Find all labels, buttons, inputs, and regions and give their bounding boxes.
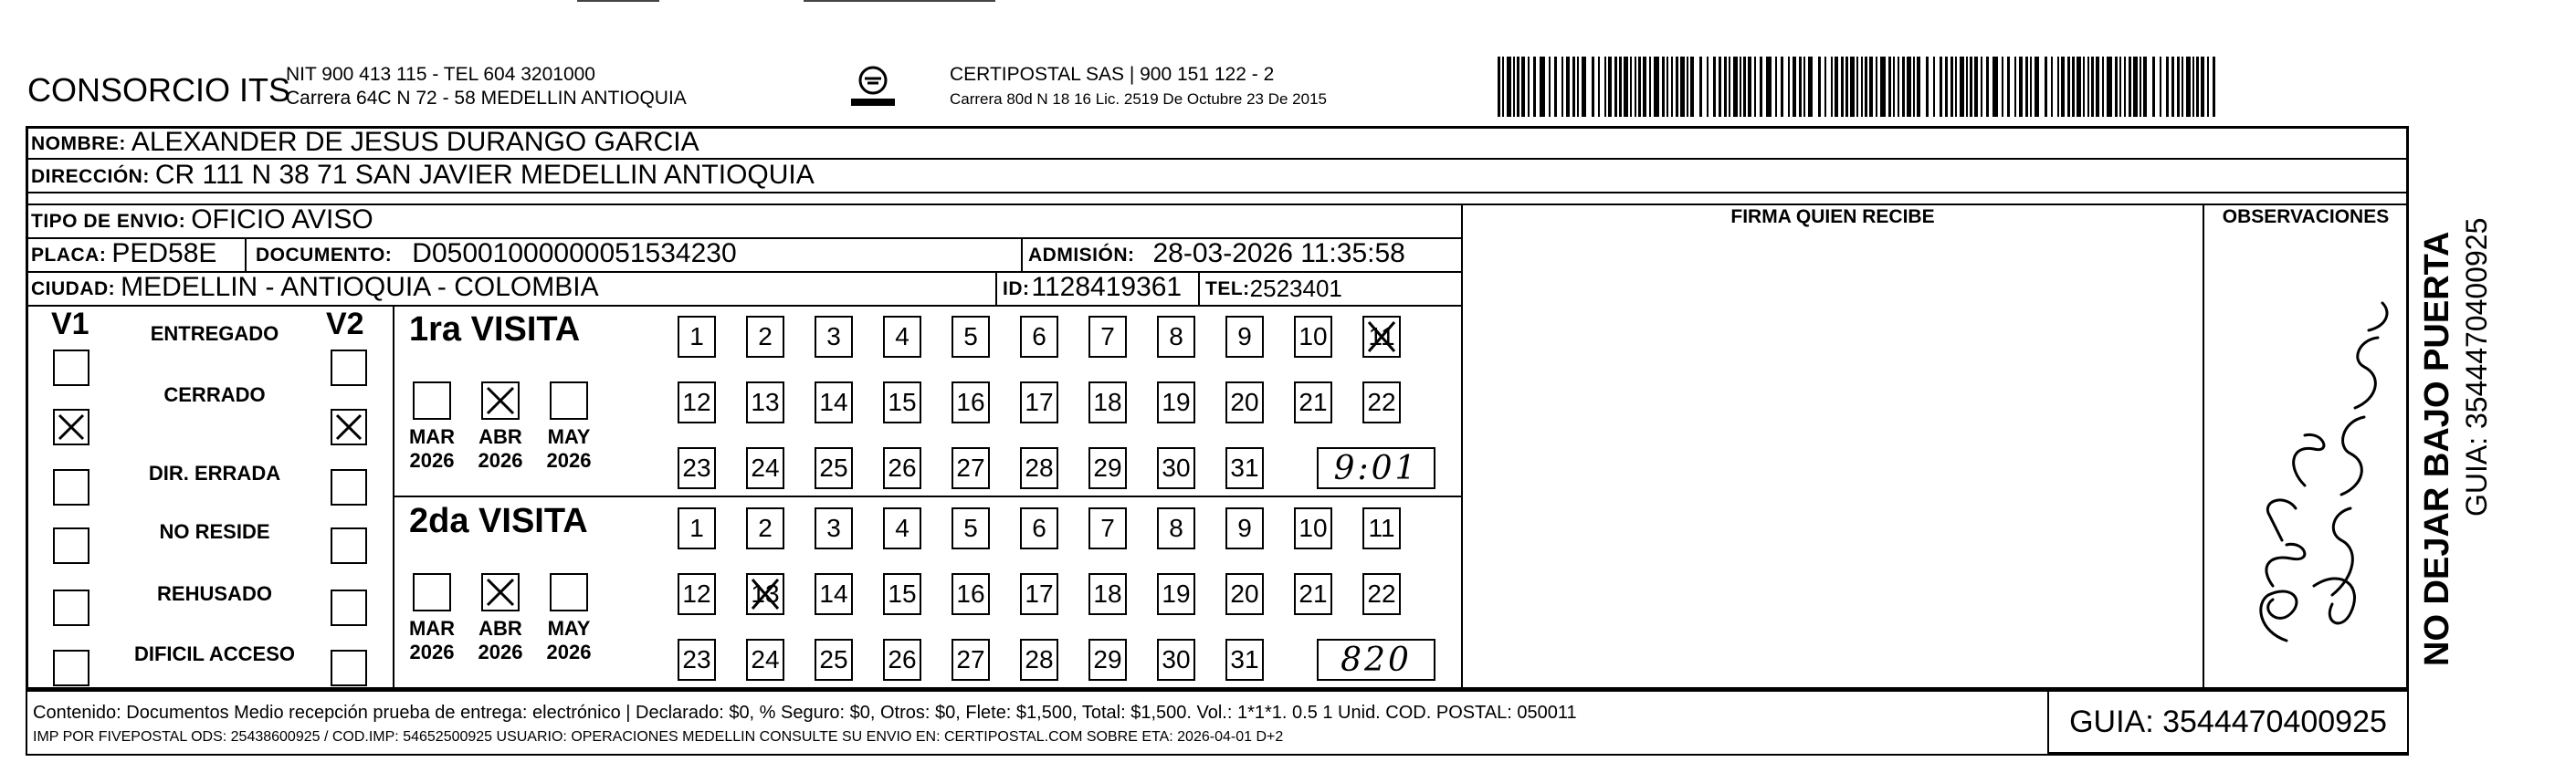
- barcode-bar: [1831, 57, 1833, 117]
- barcode-bar: [1966, 57, 1968, 117]
- day-box[interactable]: 14: [815, 573, 853, 615]
- day-box[interactable]: 4: [883, 507, 921, 549]
- barcode-bar: [1540, 57, 1545, 117]
- barcode-bar: [2035, 57, 2039, 117]
- v1-label: V1: [51, 307, 89, 341]
- day-number: 13: [751, 579, 780, 608]
- day-box[interactable]: 4: [883, 316, 921, 358]
- barcode-bar: [1521, 57, 1525, 117]
- day-box[interactable]: 20: [1225, 381, 1264, 423]
- status-checkbox-v2[interactable]: [331, 350, 367, 386]
- status-checkbox-v1[interactable]: [53, 350, 89, 386]
- day-box[interactable]: 20: [1225, 573, 1264, 615]
- firma-header: FIRMA QUIEN RECIBE: [1730, 206, 1935, 227]
- scan-mark: [577, 0, 659, 2]
- barcode-bar: [1549, 57, 1551, 117]
- nombre-label: NOMBRE:: [31, 133, 126, 154]
- month-checkbox[interactable]: [413, 381, 451, 420]
- day-number: 11: [1368, 322, 1395, 350]
- month-year: 2026: [409, 641, 455, 663]
- day-box[interactable]: 19: [1157, 573, 1195, 615]
- barcode-bar: [1888, 57, 1891, 117]
- v2-label: V2: [326, 307, 364, 341]
- barcode-bar: [1676, 57, 1678, 117]
- barcode-bar: [2045, 57, 2047, 117]
- status-checkbox-v2[interactable]: [331, 409, 367, 445]
- barcode-bar: [1707, 57, 1709, 117]
- barcode-bar: [2133, 57, 2138, 117]
- certipostal-name: CERTIPOSTAL SAS | 900 151 122 - 2: [950, 64, 1275, 85]
- day-box[interactable]: 5: [952, 507, 990, 549]
- day-box[interactable]: 16: [952, 573, 990, 615]
- barcode-bar: [1861, 57, 1863, 117]
- barcode-bar: [1561, 57, 1563, 117]
- barcode-bar: [1781, 57, 1783, 117]
- barcode-bar: [1619, 57, 1622, 117]
- admision-value: 28-03-2026 11:35:58: [1152, 238, 1405, 268]
- barcode-bar: [1824, 57, 1826, 117]
- status-label: REHUSADO: [157, 582, 272, 605]
- month-year: 2026: [478, 449, 523, 472]
- barcode-bar: [2083, 57, 2085, 117]
- barcode-bar: [1582, 57, 1586, 117]
- day-box[interactable]: 29: [1088, 447, 1127, 489]
- month-name: ABR: [478, 617, 522, 640]
- barcode-bar: [1898, 57, 1899, 117]
- barcode-bar: [1902, 57, 1905, 117]
- visit-time: 820: [1317, 639, 1435, 681]
- no-dejar-warning: NO DEJAR BAJO PUERTA: [2418, 231, 2456, 666]
- barcode-bar: [1554, 57, 1557, 117]
- month-label: [400, 425, 464, 473]
- day-box[interactable]: 18: [1088, 381, 1127, 423]
- barcode-bar: [2213, 57, 2215, 117]
- month-year: 2026: [546, 641, 592, 663]
- barcode-bar: [1719, 57, 1721, 117]
- month-label: [400, 617, 464, 664]
- barcode-bar: [1940, 57, 1942, 117]
- ciudad-value: MEDELLIN - ANTIOQUIA - COLOMBIA: [121, 272, 599, 302]
- day-box[interactable]: 15: [883, 381, 921, 423]
- barcode-bar: [1729, 57, 1730, 117]
- barcode-bar: [2207, 57, 2209, 117]
- month-name: MAR: [408, 425, 456, 448]
- barcode-bar: [1974, 57, 1978, 117]
- barcode-bar: [1654, 57, 1659, 117]
- company-name: CONSORCIO ITS: [27, 71, 291, 109]
- barcode-bar: [1788, 57, 1790, 117]
- barcode-bar: [1614, 57, 1617, 117]
- day-box[interactable]: 12: [678, 573, 716, 615]
- barcode-bar: [1713, 57, 1716, 117]
- documento-row: [256, 237, 737, 269]
- visit-time: 9:01: [1317, 447, 1435, 489]
- barcode-bar: [1869, 57, 1873, 117]
- day-box[interactable]: 8: [1157, 316, 1195, 358]
- barcode-bar: [1592, 57, 1594, 117]
- barcode-bar: [1876, 57, 1877, 117]
- day-box[interactable]: 21: [1294, 381, 1332, 423]
- day-box[interactable]: 30: [1157, 447, 1195, 489]
- barcode-bar: [1687, 57, 1688, 117]
- day-box[interactable]: 23: [678, 447, 716, 489]
- tipo-envio-label: TIPO DE ENVIO:: [31, 211, 186, 232]
- barcode-bar: [1638, 57, 1641, 117]
- month-checkbox[interactable]: [413, 573, 451, 611]
- day-box[interactable]: 9: [1225, 316, 1264, 358]
- day-box[interactable]: 27: [952, 639, 990, 681]
- barcode-bar: [1950, 57, 1953, 117]
- month-checkbox[interactable]: [481, 381, 520, 420]
- barcode-bar: [1566, 57, 1570, 117]
- day-box[interactable]: 3: [815, 507, 853, 549]
- barcode-bar: [1572, 57, 1575, 117]
- day-box[interactable]: 27: [952, 447, 990, 489]
- status-checkbox-v2[interactable]: [331, 527, 367, 564]
- barcode-bar: [1643, 57, 1646, 117]
- day-box[interactable]: 24: [746, 639, 784, 681]
- barcode-bar: [1913, 57, 1915, 117]
- barcode-bar: [2201, 57, 2204, 117]
- barcode-bar: [2057, 57, 2059, 117]
- barcode: [1498, 57, 2228, 117]
- day-box[interactable]: 18: [1088, 573, 1127, 615]
- day-box[interactable]: 2: [746, 507, 784, 549]
- barcode-bar: [1799, 57, 1802, 117]
- month-checkbox[interactable]: [481, 573, 520, 611]
- barcode-bar: [2030, 57, 2032, 117]
- barcode-bar: [1513, 57, 1515, 117]
- barcode-bar: [2196, 57, 2199, 117]
- barcode-bar: [1743, 57, 1746, 117]
- day-box[interactable]: 17: [1020, 381, 1058, 423]
- company-nit: NIT 900 413 115 - TEL 604 3201000: [286, 64, 595, 85]
- barcode-bar: [1945, 57, 1948, 117]
- footer-impresion: IMP POR FIVEPOSTAL ODS: 25438600925 / COD.IMP: 54652500925 USUARIO: OPERACIONES MEDELLIN CONSULTE SU ENVIO EN: CERTIPOSTAL.COM SOBRE ETA: 2026-04-01 D+2: [33, 729, 1284, 745]
- tel-row: [1205, 271, 1342, 303]
- barcode-bar: [1803, 57, 1805, 117]
- barcode-bar: [2102, 57, 2104, 117]
- day-box[interactable]: 16: [952, 381, 990, 423]
- barcode-bar: [1690, 57, 1694, 117]
- day-box[interactable]: 7: [1088, 507, 1127, 549]
- status-label: ENTREGADO: [150, 322, 279, 345]
- barcode-bar: [2182, 57, 2183, 117]
- barcode-bar: [2160, 57, 2161, 117]
- status-label: DIFICIL ACCESO: [133, 642, 295, 665]
- id-row: [1003, 271, 1182, 303]
- barcode-bar: [1841, 57, 1844, 117]
- day-box[interactable]: 22: [1362, 381, 1401, 423]
- day-box[interactable]: 6: [1020, 507, 1058, 549]
- barcode-bar: [1608, 57, 1612, 117]
- id-value: 1128419361: [1031, 272, 1183, 302]
- documento-label: DOCUMENTO:: [256, 245, 393, 266]
- barcode-bar: [2002, 57, 2003, 117]
- barcode-bar: [1667, 57, 1668, 117]
- day-box[interactable]: 21: [1294, 573, 1332, 615]
- day-box[interactable]: 9: [1225, 507, 1264, 549]
- barcode-bar: [1748, 57, 1751, 117]
- month-name: MAR: [408, 617, 456, 640]
- barcode-bar: [1986, 57, 1989, 117]
- scan-mark: [804, 0, 995, 2]
- status-label: NO RESIDE: [159, 520, 270, 543]
- day-box[interactable]: 11: [1362, 507, 1401, 549]
- month-label: [537, 425, 601, 473]
- day-box[interactable]: 7: [1088, 316, 1127, 358]
- barcode-bar: [1680, 57, 1685, 117]
- barcode-bar: [2192, 57, 2194, 117]
- barcode-bar: [2124, 57, 2126, 117]
- tel-value: 2523401: [1249, 275, 1342, 302]
- month-checkbox[interactable]: [550, 381, 588, 420]
- barcode-bar: [1671, 57, 1673, 117]
- placa-label: PLACA:: [31, 245, 107, 266]
- day-box[interactable]: 12: [678, 381, 716, 423]
- barcode-bar: [1699, 57, 1702, 117]
- barcode-bar: [1577, 57, 1579, 117]
- admision-row: [1028, 237, 1405, 269]
- tipo-envio-row: [31, 203, 373, 235]
- placa-row: [31, 237, 216, 269]
- barcode-bar: [1775, 57, 1777, 117]
- barcode-bar: [1926, 57, 1929, 117]
- barcode-bar: [2087, 57, 2089, 117]
- ciudad-row: [31, 271, 599, 303]
- barcode-bar: [2166, 57, 2169, 117]
- month-label: [468, 617, 532, 664]
- day-box[interactable]: 30: [1157, 639, 1195, 681]
- barcode-bar: [1850, 57, 1855, 117]
- status-checkbox-v1[interactable]: [53, 409, 89, 445]
- barcode-bar: [2025, 57, 2028, 117]
- certipostal-address: Carrera 80d N 18 16 Lic. 2519 De Octubre 23 De 2015: [950, 90, 1327, 108]
- status-checkbox-v1[interactable]: [53, 469, 89, 506]
- day-box[interactable]: 17: [1020, 573, 1058, 615]
- month-label: [468, 425, 532, 473]
- barcode-bar: [1845, 57, 1848, 117]
- barcode-bar: [1649, 57, 1651, 117]
- barcode-bar: [2177, 57, 2180, 117]
- nombre-row: [31, 127, 699, 158]
- month-label: [537, 617, 601, 664]
- barcode-bar: [1793, 57, 1796, 117]
- day-box[interactable]: 31: [1225, 639, 1264, 681]
- barcode-bar: [1740, 57, 1741, 117]
- barcode-bar: [1528, 57, 1530, 117]
- documento-value: D05001000000051534230: [412, 238, 737, 268]
- day-box[interactable]: 3: [815, 316, 853, 358]
- barcode-bar: [1498, 57, 1500, 117]
- barcode-bar: [1856, 57, 1858, 117]
- barcode-bar: [1662, 57, 1665, 117]
- status-label: CERRADO: [163, 383, 266, 406]
- barcode-bar: [2107, 57, 2112, 117]
- company-address: Carrera 64C N 72 - 58 MEDELLIN ANTIOQUIA: [286, 88, 687, 109]
- barcode-bar: [2007, 57, 2010, 117]
- status-checkbox-v2[interactable]: [331, 590, 367, 626]
- day-box[interactable]: 10: [1294, 507, 1332, 549]
- barcode-bar: [1893, 57, 1895, 117]
- barcode-bar: [1635, 57, 1636, 117]
- barcode-bar: [1517, 57, 1519, 117]
- barcode-bar: [2186, 57, 2191, 117]
- day-box[interactable]: 26: [883, 639, 921, 681]
- day-box[interactable]: 5: [952, 316, 990, 358]
- observaciones-header: OBSERVACIONES: [2222, 206, 2390, 227]
- direccion-value: CR 111 N 38 71 SAN JAVIER MEDELLIN ANTIOQUIA: [154, 160, 815, 190]
- day-box[interactable]: 28: [1020, 639, 1058, 681]
- barcode-bar: [2143, 57, 2147, 117]
- barcode-bar: [1818, 57, 1821, 117]
- month-name: MAY: [547, 425, 591, 448]
- barcode-bar: [1880, 57, 1886, 117]
- day-box[interactable]: 6: [1020, 316, 1058, 358]
- tipo-envio-value: OFICIO AVISO: [191, 204, 373, 235]
- barcode-bar: [1981, 57, 1982, 117]
- status-label: DIR. ERRADA: [148, 462, 281, 485]
- day-box[interactable]: 29: [1088, 639, 1127, 681]
- handwritten-signature: [2204, 239, 2407, 686]
- barcode-bar: [1724, 57, 1727, 117]
- barcode-bar: [1507, 57, 1511, 117]
- day-box[interactable]: 1: [678, 316, 716, 358]
- barcode-bar: [1917, 57, 1920, 117]
- day-box[interactable]: 14: [815, 381, 853, 423]
- barcode-bar: [1970, 57, 1972, 117]
- day-box[interactable]: 25: [815, 639, 853, 681]
- barcode-bar: [2119, 57, 2121, 117]
- barcode-bar: [2171, 57, 2174, 117]
- status-checkbox-v1[interactable]: [53, 650, 89, 686]
- barcode-bar: [2014, 57, 2016, 117]
- barcode-bar: [1933, 57, 1935, 117]
- day-box[interactable]: 31: [1225, 447, 1264, 489]
- barcode-bar: [2051, 57, 2053, 117]
- barcode-bar: [1630, 57, 1632, 117]
- day-box[interactable]: 26: [883, 447, 921, 489]
- barcode-bar: [1502, 57, 1504, 117]
- status-checkbox-v2[interactable]: [331, 650, 367, 686]
- barcode-bar: [1733, 57, 1738, 117]
- barcode-bar: [2140, 57, 2141, 117]
- barcode-bar: [1960, 57, 1964, 117]
- barcode-bar: [2067, 57, 2070, 117]
- barcode-bar: [2152, 57, 2155, 117]
- month-year: 2026: [478, 641, 523, 663]
- barcode-bar: [2096, 57, 2099, 117]
- status-checkbox-v2[interactable]: [331, 469, 367, 506]
- direccion-label: DIRECCIÓN:: [31, 166, 150, 187]
- barcode-bar: [2115, 57, 2118, 117]
- barcode-bar: [1604, 57, 1606, 117]
- barcode-bar: [1907, 57, 1911, 117]
- barcode-bar: [2061, 57, 2065, 117]
- month-year: 2026: [546, 449, 592, 472]
- footer-contenido: Contenido: Documentos Medio recepción prueba de entrega: electrónico | Declarado: $0, % Seguro: $0, Otros: $0, Flete: $1,500, Total: $1,500. Vol.: 1*1*1. 0.5 1 Unid. COD. POSTAL: 050011: [33, 703, 1577, 723]
- status-checkbox-v1[interactable]: [53, 590, 89, 626]
- day-box[interactable]: 8: [1157, 507, 1195, 549]
- day-box[interactable]: 25: [815, 447, 853, 489]
- day-box[interactable]: 2: [746, 316, 784, 358]
- barcode-bar: [2019, 57, 2023, 117]
- barcode-bar: [2072, 57, 2075, 117]
- barcode-bar: [1865, 57, 1867, 117]
- ciudad-label: CIUDAD:: [31, 278, 116, 299]
- day-box[interactable]: 13: [746, 381, 784, 423]
- day-box[interactable]: 19: [1157, 381, 1195, 423]
- barcode-bar: [1766, 57, 1772, 117]
- tel-label: TEL:: [1205, 278, 1250, 299]
- visit-title: 1ra VISITA: [409, 310, 581, 349]
- nombre-value: ALEXANDER DE JESUS DURANGO GARCIA: [131, 127, 699, 157]
- placa-value: PED58E: [111, 238, 217, 268]
- barcode-bar: [1754, 57, 1756, 117]
- barcode-bar: [1598, 57, 1600, 117]
- month-name: ABR: [478, 425, 522, 448]
- barcode-bar: [1808, 57, 1813, 117]
- direccion-row: [31, 160, 815, 191]
- day-box[interactable]: 1: [678, 507, 716, 549]
- day-box[interactable]: [1362, 316, 1401, 358]
- day-box[interactable]: 10: [1294, 316, 1332, 358]
- barcode-bar: [2077, 57, 2081, 117]
- barcode-bar: [2091, 57, 2094, 117]
- visit-title: 2da VISITA: [409, 502, 588, 540]
- side-guia: GUIA: 3544470400925: [2460, 217, 2493, 517]
- day-box[interactable]: [746, 573, 784, 615]
- barcode-bar: [1624, 57, 1628, 117]
- guia-box: GUIA: 3544470400925: [2047, 692, 2409, 754]
- month-name: MAY: [547, 617, 591, 640]
- day-box[interactable]: 24: [746, 447, 784, 489]
- status-checkbox-v1[interactable]: [53, 527, 89, 564]
- certipostal-logo: [849, 64, 897, 111]
- day-box[interactable]: 22: [1362, 573, 1401, 615]
- id-label: ID:: [1003, 278, 1030, 299]
- admision-label: ADMISIÓN:: [1028, 245, 1135, 266]
- barcode-bar: [1760, 57, 1762, 117]
- month-year: 2026: [409, 449, 455, 472]
- barcode-bar: [1835, 57, 1838, 117]
- barcode-bar: [1533, 57, 1536, 117]
- barcode-bar: [2129, 57, 2131, 117]
- day-box[interactable]: 15: [883, 573, 921, 615]
- barcode-bar: [1955, 57, 1957, 117]
- day-box[interactable]: 23: [678, 639, 716, 681]
- barcode-bar: [1992, 57, 1998, 117]
- day-box[interactable]: 28: [1020, 447, 1058, 489]
- month-checkbox[interactable]: [550, 573, 588, 611]
